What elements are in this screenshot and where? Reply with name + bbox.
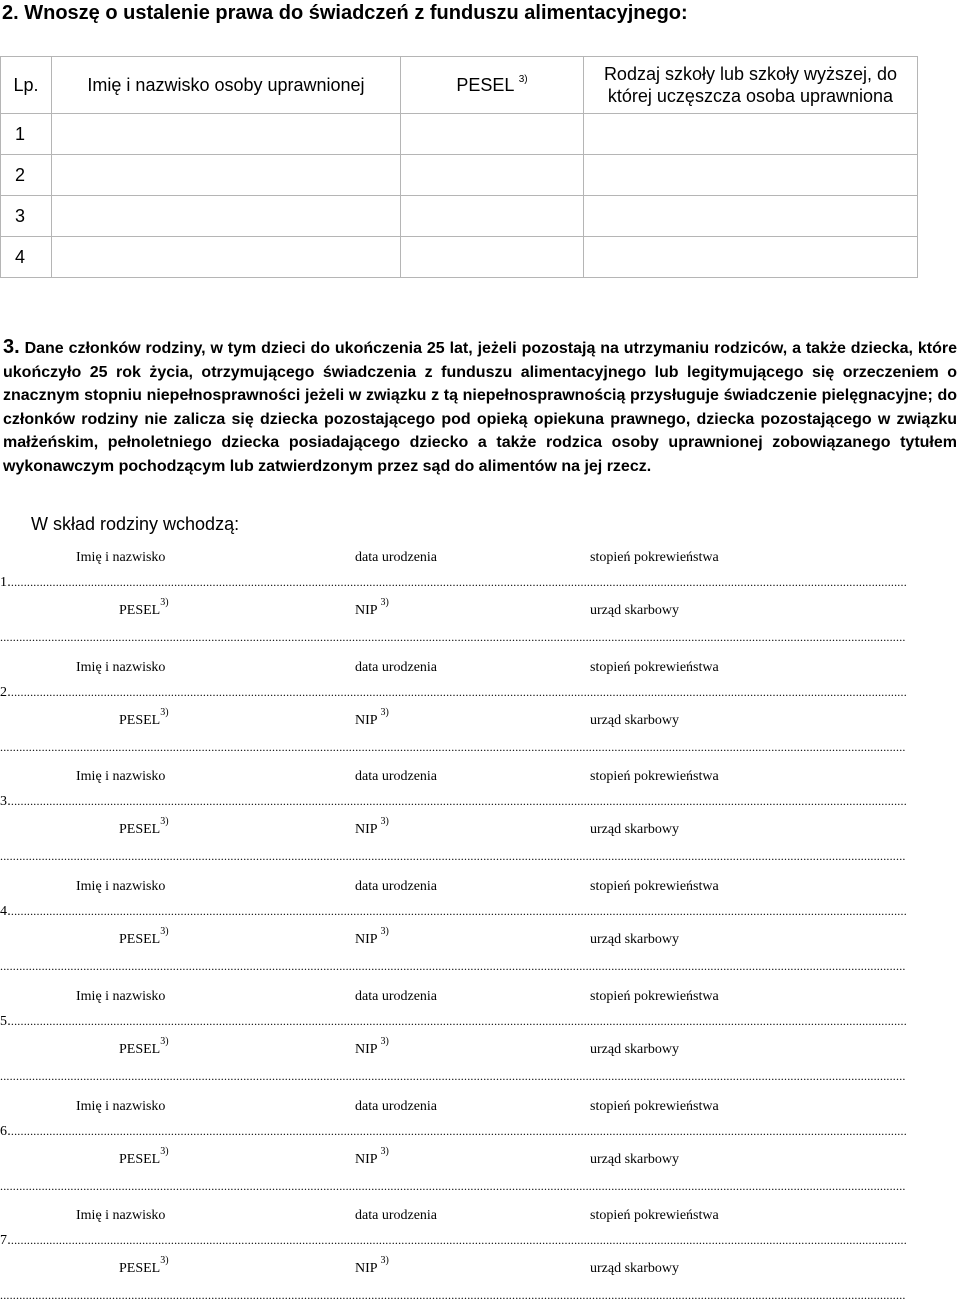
member-number: 7. [0, 1233, 11, 1248]
label-tax-office: urząd skarbowy [590, 1152, 680, 1167]
label-name: Imię i nazwisko [76, 769, 166, 784]
table-row [1, 155, 918, 196]
family-member-block [0, 658, 910, 768]
label-nip: NIP $^{3)}$ [355, 707, 389, 728]
label-relation: stopień pokrewieństwa [590, 1099, 719, 1114]
label-tax-office: urząd skarbowy [590, 822, 680, 837]
member-number: 1. [0, 575, 11, 590]
label-relation: stopień pokrewieństwa [590, 989, 719, 1004]
row-number: 3 [1, 196, 52, 237]
section-3-text: Dane członków rodziny, w tym dzieci do ukończenia 25 lat, jeżeli pozostają na utrzymaniu rodziców, a także dziecka, które ukończyło 25 rok życia, otrzymującego świadczenia z funduszu alimentacyjnego lub legitymującego się orzeczeniem o znacznym stopniu niepełnosprawności jeżeli w związku z tą niepełnosprawnością przysługuje świadczenie pielęgnacyjne; do członków rodziny nie zalicza się dziecka pozostającego pod opieką opiekuna prawnego, dziecka pozostającego w związku małżeńskim, pełnoletniego dziecka posiadającego dziecko a także rodzica osoby uprawnionej zobowiązanego tytułem wykonawczym pochodzącym lub zatwierdzonym przez sąd do alimentów na jej rzecz. [3, 340, 957, 475]
label-pesel: PESEL$^{3)}$ [119, 597, 169, 618]
label-tax-office: urząd skarbowy [590, 1042, 680, 1057]
pesel-cell[interactable] [401, 196, 584, 237]
family-member-block [0, 877, 910, 987]
label-name: Imię i nazwisko [76, 989, 166, 1004]
header-name: Imię i nazwisko osoby uprawnionej [52, 57, 401, 114]
member-line-1[interactable] [0, 1014, 906, 1030]
member-number: 5. [0, 1014, 11, 1029]
label-pesel: PESEL$^{3)}$ [119, 816, 169, 837]
label-birth-date: data urodzenia [355, 989, 438, 1004]
label-birth-date: data urodzenia [355, 660, 438, 675]
school-cell[interactable] [584, 114, 918, 155]
member-line-1[interactable] [0, 575, 906, 591]
table-row [1, 114, 918, 155]
family-member-block [0, 1206, 910, 1316]
section-3-number: 3. [3, 336, 20, 358]
label-relation: stopień pokrewieństwa [590, 1208, 719, 1223]
row-number: 2 [1, 155, 52, 196]
member-number: 3. [0, 794, 11, 809]
label-name: Imię i nazwisko [76, 1208, 166, 1223]
section-3-paragraph [3, 336, 957, 479]
header-lp: Lp. [1, 57, 52, 114]
pesel-cell[interactable] [401, 155, 584, 196]
label-tax-office: urząd skarbowy [590, 603, 680, 618]
label-birth-date: data urodzenia [355, 769, 438, 784]
member-line-2[interactable] [0, 740, 906, 755]
label-nip: NIP $^{3)}$ [355, 926, 389, 947]
name-cell[interactable] [52, 114, 401, 155]
label-relation: stopień pokrewieństwa [590, 660, 719, 675]
label-nip: NIP $^{3)}$ [355, 597, 389, 618]
table-header-row [1, 57, 918, 114]
label-pesel: PESEL$^{3)}$ [119, 707, 169, 728]
label-name: Imię i nazwisko [76, 879, 166, 894]
member-line-2[interactable] [0, 1069, 906, 1084]
member-number: 4. [0, 904, 11, 919]
label-tax-office: urząd skarbowy [590, 1261, 680, 1276]
family-member-block [0, 767, 910, 877]
label-name: Imię i nazwisko [76, 1099, 166, 1114]
header-school: Rodzaj szkoły lub szkoły wyższej, do której uczęszcza osoba uprawniona [584, 57, 918, 114]
label-nip: NIP $^{3)}$ [355, 1036, 389, 1057]
name-cell[interactable] [52, 196, 401, 237]
label-nip: NIP $^{3)}$ [355, 1255, 389, 1276]
header-pesel: PESEL $^{3)}$ [401, 57, 584, 114]
label-tax-office: urząd skarbowy [590, 932, 680, 947]
table-row [1, 237, 918, 278]
member-line-1[interactable] [0, 685, 906, 701]
family-member-block [0, 1097, 910, 1207]
member-line-1[interactable] [0, 904, 906, 920]
pesel-cell[interactable] [401, 237, 584, 278]
table-row [1, 196, 918, 237]
row-number: 1 [1, 114, 52, 155]
label-relation: stopień pokrewieństwa [590, 769, 719, 784]
name-cell[interactable] [52, 155, 401, 196]
label-pesel: PESEL$^{3)}$ [119, 1255, 169, 1276]
pesel-footnote-ref: 3) [518, 74, 528, 85]
label-nip: NIP $^{3)}$ [355, 1146, 389, 1167]
label-nip: NIP $^{3)}$ [355, 816, 389, 837]
member-line-1[interactable] [0, 1124, 906, 1140]
label-relation: stopień pokrewieństwa [590, 879, 719, 894]
school-cell[interactable] [584, 155, 918, 196]
member-line-2[interactable] [0, 959, 906, 974]
label-pesel: PESEL$^{3)}$ [119, 1036, 169, 1057]
composition-label: W skład rodziny wchodzą: [31, 514, 240, 534]
member-line-2[interactable] [0, 1288, 906, 1303]
label-name: Imię i nazwisko [76, 660, 166, 675]
label-relation: stopień pokrewieństwa [590, 550, 719, 565]
label-name: Imię i nazwisko [76, 550, 166, 565]
family-member-block [0, 987, 910, 1097]
school-cell[interactable] [584, 196, 918, 237]
member-number: 2. [0, 685, 11, 700]
label-birth-date: data urodzenia [355, 550, 438, 565]
section-2-heading: 2. Wnoszę o ustalenie prawa do świadczeń z funduszu alimentacyjnego: [2, 2, 688, 24]
row-number: 4 [1, 237, 52, 278]
label-pesel: PESEL$^{3)}$ [119, 1146, 169, 1167]
member-line-2[interactable] [0, 1179, 906, 1194]
label-birth-date: data urodzenia [355, 1208, 438, 1223]
member-number: 6. [0, 1124, 11, 1139]
family-member-block [0, 548, 910, 658]
label-pesel: PESEL$^{3)}$ [119, 926, 169, 947]
claims-table [0, 56, 918, 278]
label-tax-office: urząd skarbowy [590, 713, 680, 728]
member-line-2[interactable] [0, 630, 906, 645]
label-birth-date: data urodzenia [355, 879, 438, 894]
label-birth-date: data urodzenia [355, 1099, 438, 1114]
member-line-1[interactable] [0, 794, 906, 810]
member-line-1[interactable] [0, 1233, 906, 1249]
name-cell[interactable] [52, 237, 401, 278]
member-line-2[interactable] [0, 849, 906, 864]
pesel-cell[interactable] [401, 114, 584, 155]
school-cell[interactable] [584, 237, 918, 278]
